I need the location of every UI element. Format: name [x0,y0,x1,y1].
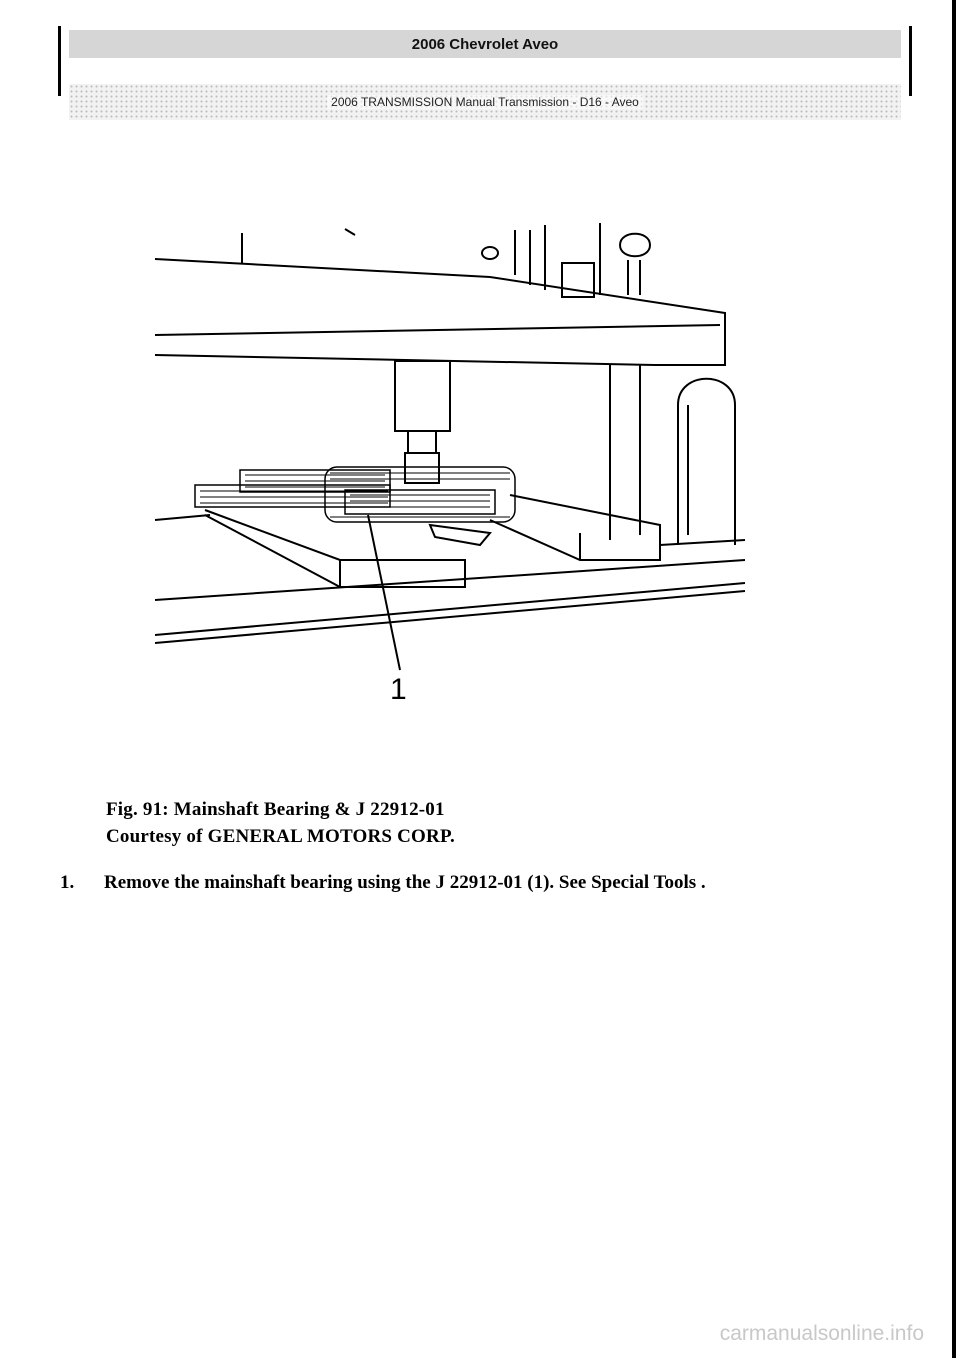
document-subtitle [69,84,901,120]
procedure-step [60,872,706,894]
caption-credit: Courtesy of GENERAL MOTORS CORP. [106,826,455,847]
mainshaft-bearing-figure [150,215,750,715]
step-text: Remove the mainshaft bearing using the J 22912-01 (1). See Special Tools . [104,872,706,893]
document-title: 2006 Chevrolet Aveo [69,30,901,58]
page-edge-line [952,0,956,1358]
caption-title: Fig. 91: Mainshaft Bearing & J 22912-01 [106,799,445,820]
callout-1: 1 [390,673,407,706]
page-header [58,26,912,109]
watermark: carmanualsonline.info [719,1322,924,1345]
document-subtitle-text: 2006 TRANSMISSION Manual Transmission - D16 - Aveo [327,95,643,109]
step-number: 1. [60,872,75,893]
figure-caption [106,796,455,850]
